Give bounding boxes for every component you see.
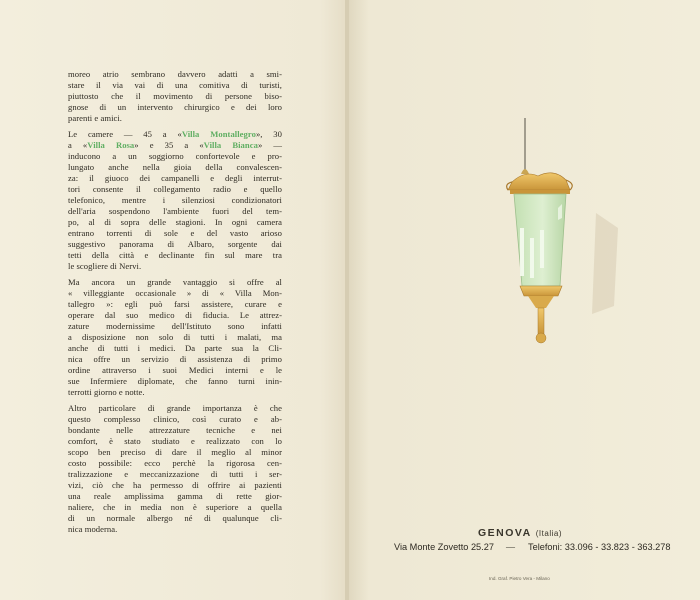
text-line: gnose di un intervento chirurgico e dei loro — [68, 102, 282, 112]
text-line: tralizzazione e meccanizzazione di tutti i ser- — [68, 469, 282, 479]
text-line: ordine attraverso i suoi Medici interni e le — [68, 365, 282, 375]
text-line: questo complesso clinico, così curato e ab- — [68, 414, 282, 424]
text-line: costo possibile: ecco perchè la rigorosa cen- — [68, 458, 282, 468]
text-line: Altro particolare di grande importanza è che — [68, 403, 282, 413]
text-line: naliere, che in media non è superiore a quella — [68, 502, 282, 512]
villa-rosa-highlight: Villa Rosa — [87, 140, 135, 150]
text-line: sue Infermiere diplomate, che fanno turni inin- — [68, 376, 282, 386]
lantern-icon — [500, 118, 620, 358]
text-line: dell'aria sospendono l'ambiente fuori del tem- — [68, 206, 282, 216]
printer-credit: Ind. Graf. Pietro Vera - Milano — [489, 576, 550, 581]
text-fragment: a « — [68, 140, 88, 150]
text-line: parenti e amici. — [68, 113, 123, 123]
villa-montallegro-highlight: Villa Montallegro — [181, 129, 256, 139]
text-line: lungato anche nella gioia della convalescen- — [68, 162, 282, 172]
text-line — [68, 129, 282, 140]
text-line: piuttosto che il movimento di persone biso- — [68, 91, 282, 101]
text-line: stare il via vai di una comitiva di turisti, — [68, 80, 282, 90]
text-line: bondante nelle attrezzature tecniche e nei — [68, 425, 282, 435]
paragraph-1 — [68, 69, 282, 124]
text-line: zature modernissime dell'Istituto sono infatti — [68, 321, 282, 331]
text-line: vizi, ciò che ha permesso di offrire ai pazienti — [68, 480, 282, 490]
text-line: inducono a un soggiorno confortevole e pro- — [68, 151, 282, 161]
text-line: telefonico, mentre i silenziosi condizionatori — [68, 195, 282, 205]
text-line: anche di tutti i medici. Da parte sua la Cli- — [68, 343, 282, 353]
text-fragment: Le camere — 45 a « — [68, 129, 182, 139]
country-name: (Italia) — [535, 529, 562, 538]
text-fragment: », 30 — [255, 129, 282, 139]
text-line: scopo ben preciso di dare il meglio al minor — [68, 447, 282, 457]
text-line: suggestivo panorama di Albaro, sorgente dai — [68, 239, 282, 249]
separator-dash: — — [506, 542, 515, 552]
text-line: moreo atrio sembrano davvero adatti a smi- — [68, 69, 282, 79]
text-line: « villeggiante occasionale » di « Villa Mon- — [68, 288, 282, 298]
text-line — [68, 140, 282, 151]
city-heading — [478, 527, 562, 539]
text-line: entrano torrenti di sole e del vasto arioso — [68, 228, 282, 238]
text-fragment: » — — [257, 140, 282, 150]
text-line: una reale amplissima gamma di rette gior- — [68, 491, 282, 501]
text-line: Ma ancora un grande vantaggio si offre al — [68, 277, 282, 287]
text-line: terrotti giorno e notte. — [68, 387, 145, 397]
text-line: tori consente il collegamento radio e quello — [68, 184, 282, 194]
text-line: nica offre un servizio di assistenza di primo — [68, 354, 282, 364]
text-line: operare dal suo medico di fiducia. Le attrez- — [68, 310, 282, 320]
villa-bianca-highlight: Villa Bianca — [203, 140, 258, 150]
text-column — [68, 69, 282, 540]
address: Via Monte Zovetto 25.27 — [394, 542, 494, 552]
paragraph-4 — [68, 403, 282, 535]
text-fragment: » e 35 a « — [134, 140, 204, 150]
text-line: le scogliere di Nervi. — [68, 261, 142, 271]
text-line: za: il giuoco dei campanelli e degli interrut- — [68, 173, 282, 183]
page-fold — [345, 0, 349, 600]
text-line: nica moderna. — [68, 524, 118, 534]
text-line: po, al di sopra delle stagioni. In ogni camera — [68, 217, 282, 227]
text-line: tetti della città e declinante fin sul mare tra — [68, 250, 282, 260]
text-line: a disposizione non solo di tutti i malati, ma — [68, 332, 282, 342]
text-line: comfort, è stato studiato e realizzato con lo — [68, 436, 282, 446]
paragraph-2 — [68, 129, 282, 272]
phone-numbers: Telefoni: 33.096 - 33.823 - 363.278 — [528, 542, 671, 552]
paragraph-3 — [68, 277, 282, 398]
city-name: GENOVA — [478, 527, 532, 539]
text-line: di un normale albergo né di qualunque cli- — [68, 513, 282, 523]
text-line: tallegro »: egli può farsi assistere, curare e — [68, 299, 282, 309]
